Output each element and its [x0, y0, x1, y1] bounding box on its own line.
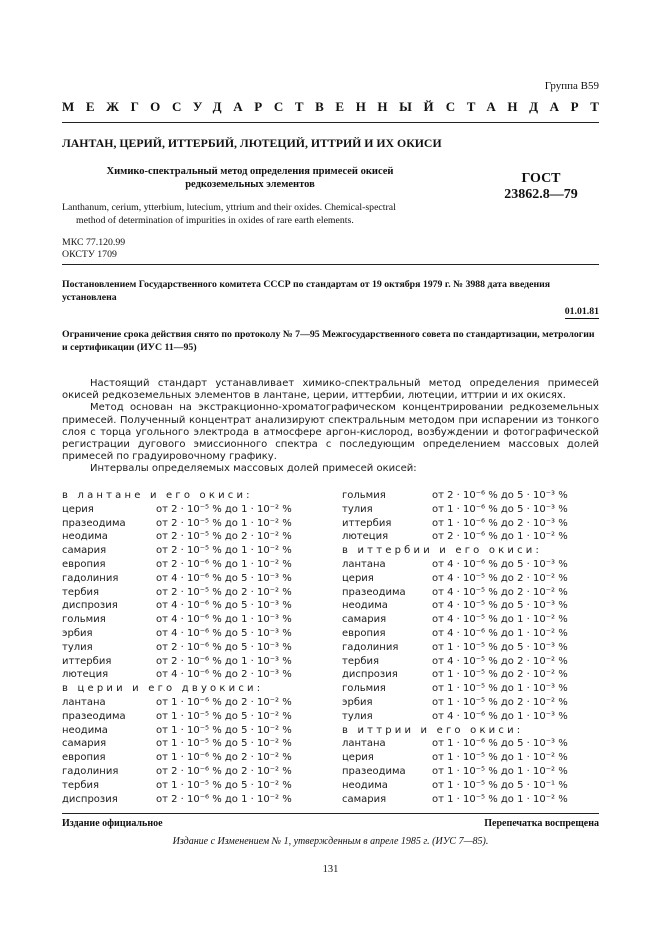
element-name: гольмия — [342, 683, 386, 695]
element-name: самария — [62, 545, 107, 557]
element-name: неодима — [342, 779, 388, 791]
interval-range: от 2 · 10⁻⁶ % до 5 · 10⁻³ % — [432, 490, 568, 501]
element-name: гадолиния — [342, 641, 399, 653]
element-name: лантана — [62, 697, 106, 708]
interval-range: от 2 · 10⁻⁶ % до 1 · 10⁻³ % — [156, 655, 292, 667]
element-name: гольмия — [62, 614, 106, 626]
subtitle-line-2: редкоземельных элементов — [185, 179, 315, 190]
element-name: гольмия — [342, 490, 386, 501]
element-name: самария — [342, 793, 387, 805]
paragraph-scope: Настоящий стандарт устанавливает химико-спектральный метод определения примесей окисей редкоземельных элементов в лантане, церии, иттербии, лютеции, иттрии и их окисях. — [62, 378, 599, 402]
interval-range: от 1 · 10⁻⁶ % до 2 · 10⁻³ % — [432, 517, 568, 529]
interval-range: от 4 · 10⁻⁵ % до 2 · 10⁻² % — [432, 586, 568, 598]
interval-range: от 4 · 10⁻⁵ % до 5 · 10⁻³ % — [432, 600, 568, 612]
interval-range: от 2 · 10⁻⁶ % до 1 · 10⁻² % — [156, 793, 292, 805]
interval-range: от 4 · 10⁻⁵ % до 2 · 10⁻² % — [432, 655, 568, 667]
intervals-section-heading — [342, 544, 542, 557]
interval-range: от 4 · 10⁻⁶ % до 5 · 10⁻³ % — [156, 600, 292, 612]
interval-range: от 1 · 10⁻⁶ % до 2 · 10⁻² % — [156, 752, 292, 764]
interval-range: от 1 · 10⁻⁵ % до 5 · 10⁻² % — [156, 710, 292, 722]
interval-range: от 1 · 10⁻⁵ % до 5 · 10⁻¹ % — [432, 779, 568, 791]
document-title: ЛАНТАН, ЦЕРИЙ, ИТТЕРБИЙ, ЛЮТЕЦИЙ, ИТТРИЙ И ИХ ОКИСИ — [62, 136, 442, 150]
reprint-prohibited-label: Перепечатка воспрещена — [484, 818, 599, 829]
interval-range: от 2 · 10⁻⁶ % до 1 · 10⁻² % — [156, 559, 292, 570]
interval-range: от 1 · 10⁻⁶ % до 5 · 10⁻³ % — [432, 503, 568, 515]
standard-banner — [62, 99, 611, 115]
element-name: иттербия — [62, 655, 112, 667]
element-name: диспрозия — [342, 669, 398, 681]
element-name: диспрозия — [62, 600, 118, 612]
interval-range: от 4 · 10⁻⁶ % до 1 · 10⁻³ % — [156, 614, 292, 626]
interval-range: от 4 · 10⁻⁶ % до 1 · 10⁻³ % — [432, 710, 568, 722]
element-name: тербия — [62, 779, 100, 791]
element-name: эрбия — [62, 628, 93, 639]
element-name: празеодима — [342, 766, 406, 777]
top-rule — [62, 122, 599, 123]
element-name: лантана — [342, 559, 386, 570]
intervals-section-heading — [342, 724, 523, 737]
interval-range: от 1 · 10⁻⁶ % до 2 · 10⁻² % — [156, 697, 292, 708]
interval-range: от 2 · 10⁻⁵ % до 1 · 10⁻² % — [156, 503, 292, 515]
english-title — [62, 202, 462, 227]
body-text — [62, 378, 599, 476]
element-name: лютеция — [62, 669, 109, 681]
paragraph-method: Метод основан на экстракционно-хроматографическом концентрировании редкоземельных примесей. Полученный концентрат анализируют спектральным методом при испарении из тонкого слоя с торца угольного электрода в атмосфере аргон-кислород, возбуждении и фотографической регистрации дугового эмиссионного спектра с последующим определением массовых долей примесей по градуировочному графику. — [62, 402, 599, 463]
interval-range: от 4 · 10⁻⁵ % до 1 · 10⁻² % — [432, 614, 568, 626]
element-name: гадолиния — [62, 766, 119, 777]
interval-range: от 4 · 10⁻⁶ % до 5 · 10⁻³ % — [156, 628, 292, 639]
introduction-date: 01.01.81 — [564, 306, 599, 317]
element-name: тулия — [62, 641, 93, 653]
interval-range: от 4 · 10⁻⁶ % до 1 · 10⁻² % — [432, 628, 568, 639]
interval-range: от 2 · 10⁻⁵ % до 2 · 10⁻² % — [156, 531, 292, 543]
interval-range: от 1 · 10⁻⁵ % до 1 · 10⁻³ % — [432, 683, 568, 695]
element-name: тербия — [342, 655, 380, 667]
element-name: тулия — [342, 503, 373, 515]
interval-range: от 2 · 10⁻⁵ % до 2 · 10⁻² % — [156, 586, 292, 598]
element-name: европия — [62, 559, 106, 570]
interval-range: от 2 · 10⁻⁶ % до 2 · 10⁻² % — [156, 766, 292, 777]
interval-range: от 1 · 10⁻⁵ % до 2 · 10⁻² % — [432, 669, 568, 681]
element-name: лютеция — [342, 531, 389, 543]
limitation-text: Ограничение срока действия снято по протоколу № 7—95 Межгосударственного совета по стандартизации, метрологии и сертификации (ИУС 11—95) — [62, 329, 595, 353]
interval-range: от 2 · 10⁻⁵ % до 1 · 10⁻² % — [156, 517, 292, 529]
element-name: неодима — [62, 724, 108, 736]
element-name: иттербия — [342, 517, 392, 529]
interval-range: от 1 · 10⁻⁵ % до 1 · 10⁻² % — [432, 752, 568, 764]
footer-rule — [62, 813, 599, 814]
interval-range: от 1 · 10⁻⁵ % до 5 · 10⁻³ % — [432, 641, 568, 653]
interval-range: от 1 · 10⁻⁵ % до 1 · 10⁻² % — [432, 793, 568, 805]
interval-range: от 1 · 10⁻⁶ % до 5 · 10⁻³ % — [432, 738, 568, 750]
interval-range: от 4 · 10⁻⁵ % до 2 · 10⁻² % — [432, 572, 568, 584]
header-rule — [62, 264, 599, 265]
mks-code: МКС 77.120.99 — [62, 237, 126, 248]
interval-range: от 1 · 10⁻⁵ % до 5 · 10⁻² % — [156, 738, 292, 750]
edition-note: Издание с Изменением № 1, утвержденным в апреле 1985 г. (ИУС 7—85). — [172, 836, 489, 847]
gost-label: ГОСТ — [521, 171, 561, 186]
interval-range: от 4 · 10⁻⁶ % до 5 · 10⁻³ % — [432, 559, 568, 570]
document-subtitle — [80, 165, 420, 191]
interval-range: от 2 · 10⁻⁶ % до 5 · 10⁻³ % — [156, 641, 292, 653]
element-name: празеодима — [62, 517, 126, 529]
interval-range: от 1 · 10⁻⁵ % до 2 · 10⁻² % — [432, 697, 568, 708]
interval-range: от 1 · 10⁻⁵ % до 5 · 10⁻² % — [156, 779, 292, 791]
element-name: церия — [342, 752, 374, 764]
intervals-section-heading — [62, 489, 253, 502]
section-heading-text: в иттрии и его окиси: — [342, 724, 524, 736]
section-heading-text: в лантане и его окиси: — [62, 490, 253, 501]
paragraph-intervals: Интервалы определяемых массовых долей примесей окисей: — [90, 463, 417, 475]
element-name: европия — [62, 752, 106, 764]
page-number: 131 — [322, 864, 339, 875]
element-name: тулия — [342, 710, 373, 722]
gost-number — [500, 171, 582, 203]
decree-text: Постановлением Государственного комитета СССР по стандартам от 19 октября 1979 г. № 3988 дата введения установлена — [62, 279, 551, 303]
english-title-line-2: method of determination of impurities in oxides of rare earth elements. — [76, 214, 354, 226]
subtitle-line-1: Химико-спектральный метод определения примесей окисей — [106, 166, 394, 177]
element-name: эрбия — [342, 697, 373, 708]
element-name: самария — [342, 614, 387, 626]
element-name: лантана — [342, 738, 386, 750]
element-name: тербия — [62, 586, 100, 598]
element-name: европия — [342, 628, 386, 639]
interval-range: от 4 · 10⁻⁶ % до 5 · 10⁻³ % — [156, 572, 292, 584]
element-name: диспрозия — [62, 793, 118, 805]
element-name: празеодима — [342, 586, 406, 598]
element-name: церия — [62, 503, 94, 515]
official-edition-label: Издание официальное — [62, 818, 163, 829]
banner-word-standard: СТАНДАРТ — [445, 99, 611, 114]
section-heading-text: в церии и его двуокиси: — [62, 683, 264, 695]
element-name: празеодима — [62, 710, 126, 722]
element-name: неодима — [62, 531, 108, 543]
element-name: гадолиния — [62, 572, 119, 584]
okstu-code: ОКСТУ 1709 — [62, 249, 117, 260]
section-heading-text: в иттербии и его окиси: — [342, 545, 543, 557]
element-name: церия — [342, 572, 374, 584]
interval-range: от 1 · 10⁻⁵ % до 1 · 10⁻² % — [432, 766, 568, 777]
intervals-section-heading — [62, 682, 263, 695]
element-name: самария — [62, 738, 107, 750]
interval-range: от 2 · 10⁻⁶ % до 1 · 10⁻² % — [432, 531, 568, 543]
gost-code: 23862.8—79 — [504, 187, 578, 202]
group-label: Группа В59 — [544, 80, 599, 92]
interval-range: от 4 · 10⁻⁶ % до 2 · 10⁻³ % — [156, 669, 292, 681]
interval-range: от 1 · 10⁻⁵ % до 5 · 10⁻² % — [156, 724, 292, 736]
interval-range: от 2 · 10⁻⁵ % до 1 · 10⁻² % — [156, 545, 292, 557]
english-title-line-1: Lanthanum, cerium, ytterbium, lutecium, yttrium and their oxides. Chemical-spectral — [62, 202, 396, 213]
classification-codes — [62, 237, 125, 261]
banner-word-interstate: МЕЖГОСУДАРСТВЕННЫЙ — [62, 99, 446, 114]
element-name: неодима — [342, 600, 388, 612]
